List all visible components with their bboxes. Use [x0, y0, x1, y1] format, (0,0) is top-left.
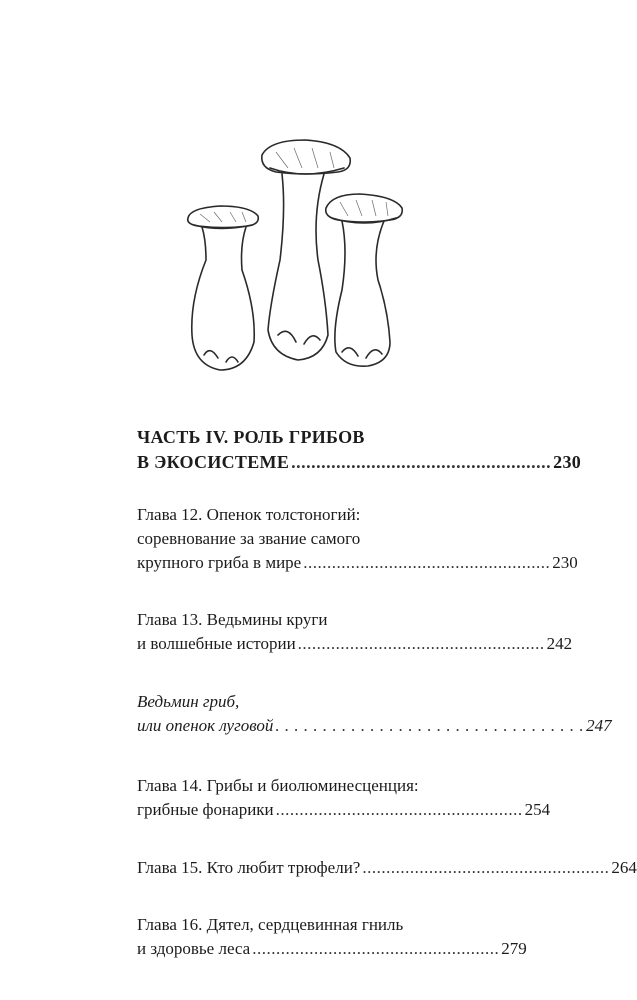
- page-number: 230: [553, 452, 582, 472]
- leader-dots: ....................................................: [303, 553, 551, 572]
- leader-dots: ....................................................: [291, 452, 552, 472]
- page-number: 264: [611, 858, 637, 877]
- leader-dots: ....................................................: [275, 800, 523, 819]
- three-king-oyster-mushrooms-icon: [180, 130, 410, 385]
- toc-entry-chapter-16[interactable]: [137, 913, 527, 961]
- toc-entry-title: и волшебные истории: [137, 634, 296, 653]
- toc-entry-title: или опенок луговой: [137, 716, 274, 735]
- page-number: 279: [501, 939, 527, 958]
- leader-dots: . . . . . . . . . . . . . . . . . . . . . . . . . . . . . . . . .: [275, 716, 585, 735]
- toc-entry-title: В ЭКОСИСТЕМЕ: [137, 452, 290, 472]
- leader-dots: ....................................................: [297, 634, 545, 653]
- toc-entry-title: грибные фонарики: [137, 800, 274, 819]
- leader-dots: ....................................................: [362, 858, 610, 877]
- table-of-contents: [137, 425, 637, 961]
- page-number: 230: [552, 553, 578, 572]
- toc-entry-title: Глава 16. Дятел, сердцевинная гниль: [137, 915, 404, 934]
- toc-entry-title: крупного гриба в мире: [137, 553, 302, 572]
- toc-entry-title: Глава 12. Опенок толстоногий:: [137, 505, 361, 524]
- toc-entry-chapter-13[interactable]: [137, 608, 573, 656]
- toc-entry-title: Ведьмин гриб,: [137, 692, 240, 711]
- toc-entry-subsection[interactable]: [137, 690, 612, 738]
- toc-entry-title: ЧАСТЬ IV. РОЛЬ ГРИБОВ: [137, 427, 365, 447]
- toc-entry-chapter-15[interactable]: [137, 856, 637, 880]
- toc-entry-part-iv[interactable]: [137, 425, 582, 475]
- toc-entry-title: Глава 13. Ведьмины круги: [137, 610, 328, 629]
- toc-entry-title: и здоровье леса: [137, 939, 251, 958]
- page-number: 247: [586, 716, 612, 735]
- leader-dots: ....................................................: [252, 939, 500, 958]
- toc-entry-title: Глава 15. Кто любит трюфели?: [137, 858, 361, 877]
- toc-entry-title: Глава 14. Грибы и биолюминесценция:: [137, 776, 419, 795]
- toc-entry-title: соревнование за звание самого: [137, 529, 361, 548]
- toc-entry-chapter-14[interactable]: [137, 774, 551, 822]
- toc-entry-chapter-12[interactable]: [137, 503, 578, 575]
- page-number: 242: [546, 634, 573, 653]
- page-number: 254: [524, 800, 551, 819]
